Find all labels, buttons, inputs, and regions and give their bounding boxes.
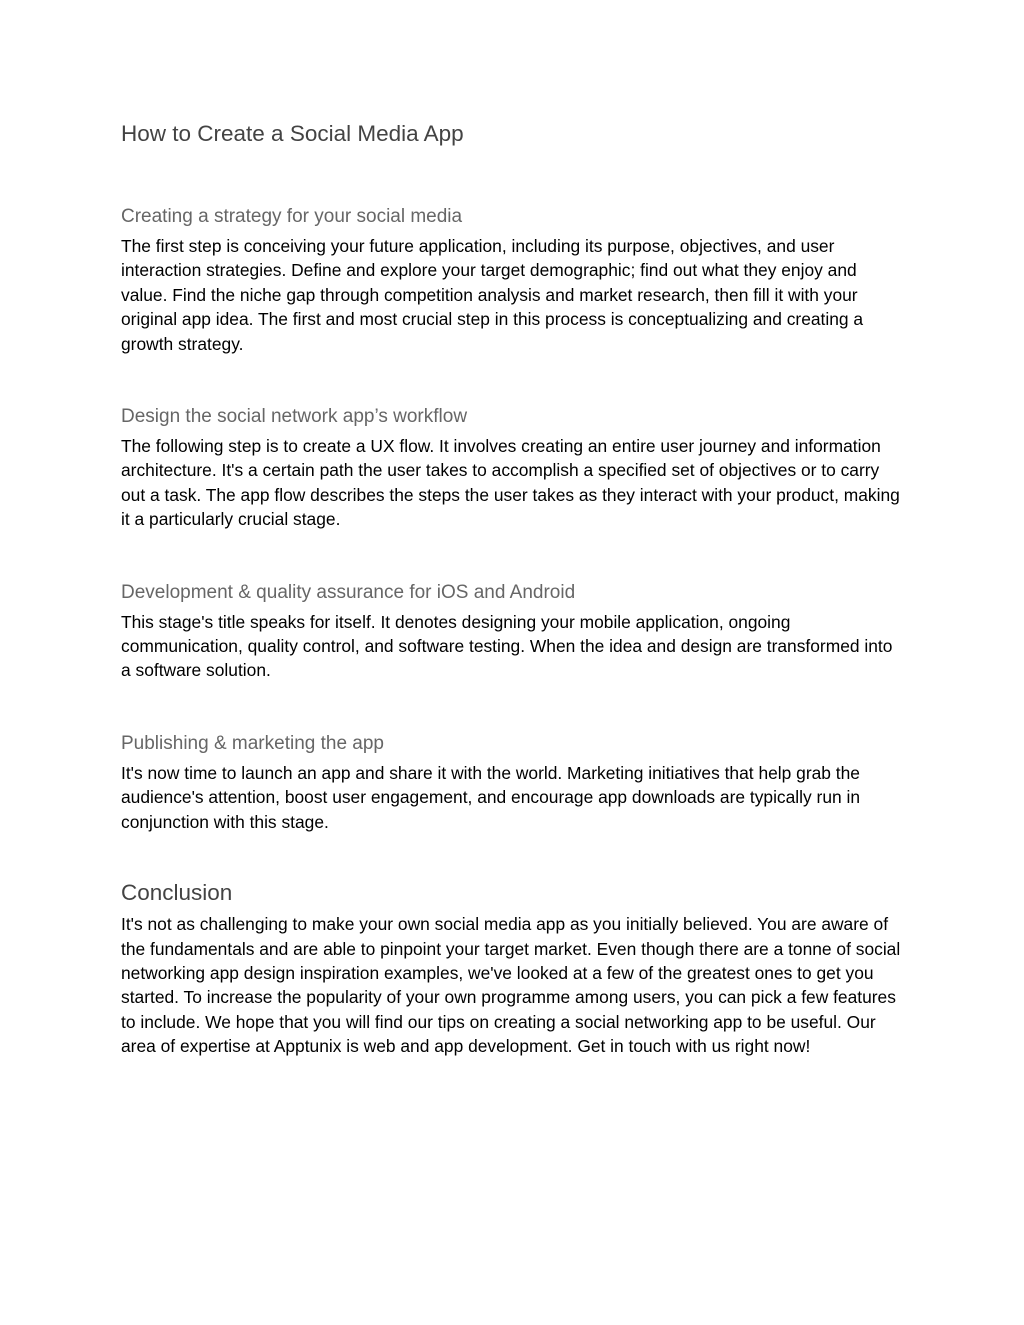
section-strategy (121, 204, 906, 356)
section-body: It's now time to launch an app and share it with the world. Marketing initiatives that help grab the audience's attention, boost user engagement, and encourage app downloads are typically run in conjunction with this stage. (121, 762, 861, 832)
document-title: How to Create a Social Media App (121, 121, 464, 146)
section-heading: Design the social network app’s workflow (121, 406, 468, 428)
section-body: The following step is to create a UX flow. It involves creating an entire user journey and information architecture. It's a certain path the user takes to accomplish a specified set of objectives or to carry out a task. The app flow describes the steps the user takes as they interact with your product, making it a particularly crucial stage. (121, 436, 900, 530)
section-conclusion (121, 878, 906, 1058)
conclusion-heading: Conclusion (121, 880, 233, 906)
section-heading: Creating a strategy for your social media (121, 206, 463, 227)
section-body: The first step is conceiving your future application, including its purpose, objectives, and user interaction strategies. Define and explore your target demographic; find out what they enjoy and value. Find the niche gap through competition analysis and market research, then fill it with your original app idea. The first and most crucial step in this process is conceptualizing and creating a growth strategy. (121, 236, 864, 354)
section-development (121, 580, 906, 683)
section-heading: Publishing & marketing the app (121, 732, 384, 754)
section-heading: Development & quality assurance for iOS and Android (121, 581, 576, 603)
section-body: It's not as challenging to make your own social media app as you initially believed. You are aware of the fundamentals and are able to pinpoint your target market. Even though there are a tonne of social networking app design inspiration examples, we've looked at a few of the greatest ones to get you started. To increase the popularity of your own programme among users, you can pick a few features to include. We hope that you will find our tips on creating a social networking app to be useful. Our area of expertise at Apptunix is web and app development. Get in touch with us right now! (121, 914, 901, 1057)
section-publishing (121, 731, 906, 834)
section-body: This stage's title speaks for itself. It denotes designing your mobile application, ongoing communication, quality control, and software testing. When the idea and design are transformed into a software solution. (121, 611, 893, 681)
section-workflow (121, 404, 906, 532)
